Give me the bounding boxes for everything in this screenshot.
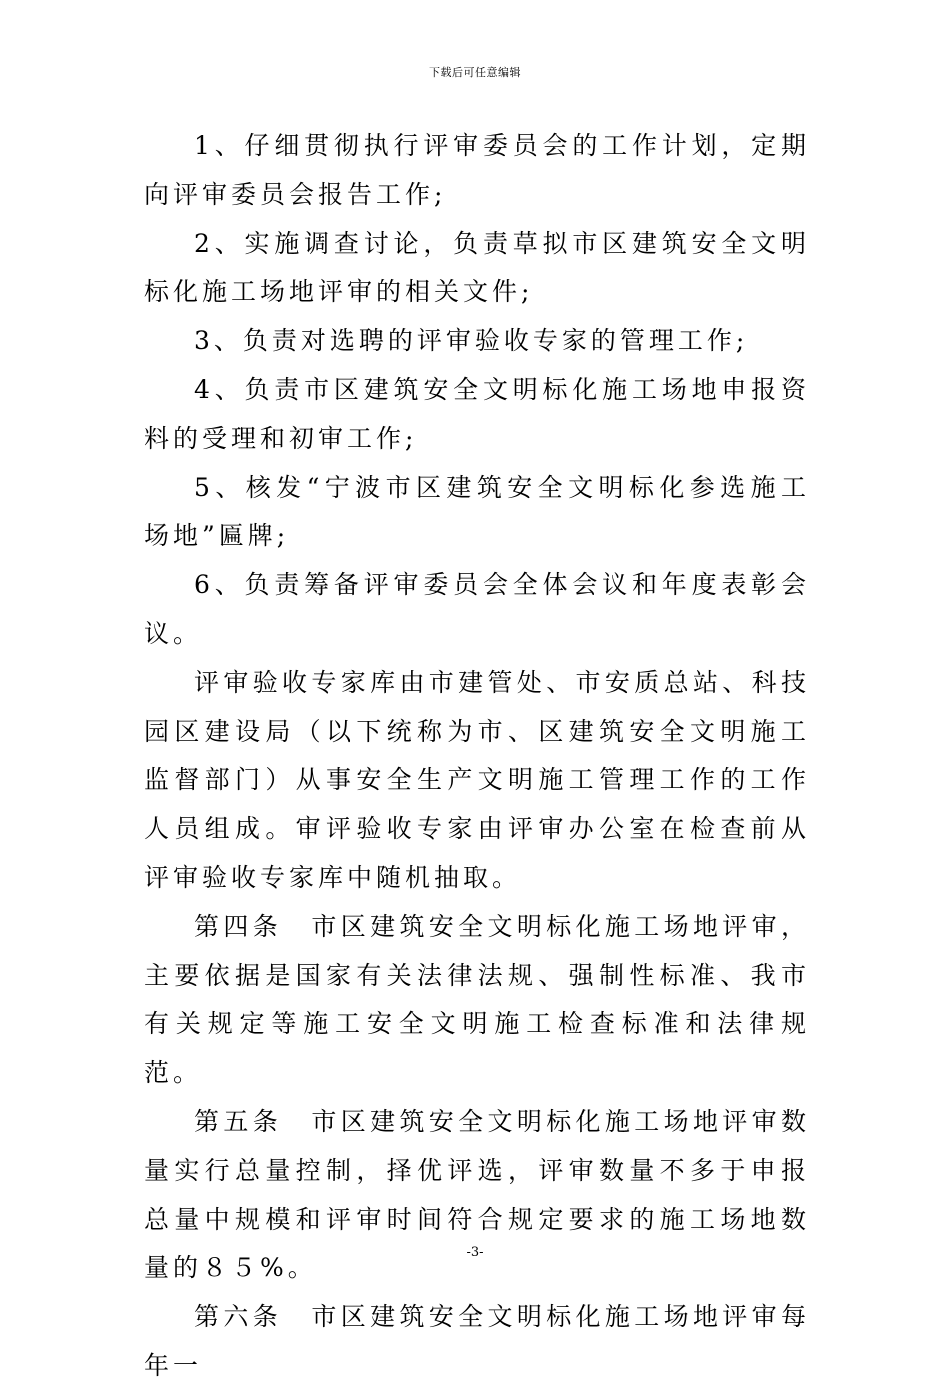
paragraph-item-2: 2、实施调查讨论，负责草拟市区建筑安全文明标化施工场地评审的相关文件; [144, 228, 810, 307]
paragraph-article-6: 第六条 市区建筑安全文明标化施工场地评审每年一 [144, 1302, 810, 1380]
paragraph-item-6: 6、负责筹备评审委员会全体会议和年度表彰会议。 [144, 570, 810, 648]
page-number: -3- [466, 1245, 484, 1260]
paragraph-item-1: 1、仔细贯彻执行评审委员会的工作计划，定期向评审委员会报告工作; [144, 131, 810, 209]
page-header: 下载后可任意编辑 [429, 66, 521, 79]
paragraph-item-5: 5、核发“宁波市区建筑安全文明标化参选施工场地”匾牌; [144, 472, 810, 551]
paragraph-item-3: 3、负责对选聘的评审验收专家的管理工作; [194, 326, 749, 356]
paragraph-expert-pool: 评审验收专家库由市建管处、市安质总站、科技园区建设局（以下统称为市、区建筑安全文明施工监督部门）从事安全生产文明施工管理工作的工作人员组成。审评验收专家由评审办公室在检查前从评审验收专家库中随机抽取。 [144, 667, 810, 892]
paragraph-item-4: 4、负责市区建筑安全文明标化施工场地申报资料的受理和初审工作; [144, 374, 810, 453]
paragraph-article-5: 第五条 市区建筑安全文明标化施工场地评审数量实行总量控制，择优评选，评审数量不多于申报总量中规模和评审时间符合规定要求的施工场地数量的８５%。 [144, 1106, 810, 1283]
document-body [144, 122, 810, 1391]
paragraph-article-4: 第四条 市区建筑安全文明标化施工场地评审，主要依据是国家有关法律法规、强制性标准、我市有关规定等施工安全文明施工检查标准和法律规范。 [144, 911, 810, 1088]
